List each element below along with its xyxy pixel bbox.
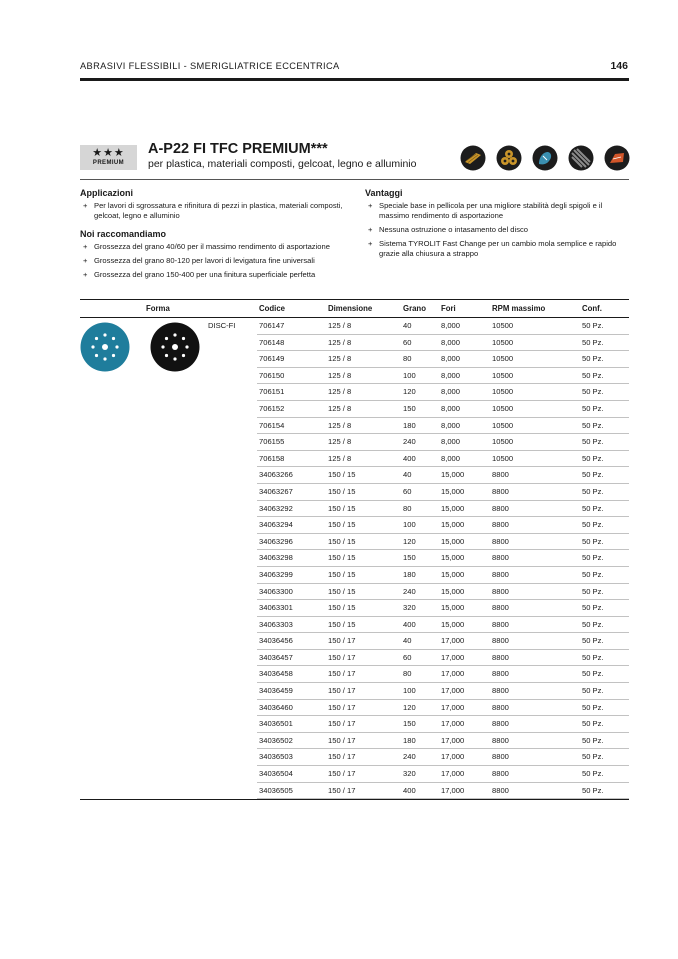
table-row [257, 766, 629, 783]
cell-grain: 400 [403, 453, 416, 463]
cell-pack: 50 Pz. [582, 420, 604, 430]
cell-grain: 180 [403, 735, 416, 745]
cell-pack: 50 Pz. [582, 785, 604, 795]
product-title: A-P22 FI TFC PREMIUM*** [148, 141, 328, 157]
cell-rpm: 8800 [492, 686, 509, 696]
table-row [257, 318, 629, 335]
cell-dimension: 150 / 17 [328, 785, 356, 795]
cell-pack: 50 Pz. [582, 486, 604, 496]
cell-holes: 8,000 [441, 453, 461, 463]
cell-holes: 8,000 [441, 420, 461, 430]
cell-rpm: 10500 [492, 387, 514, 397]
wood-icon [460, 145, 486, 171]
table-row [257, 467, 629, 484]
disc-images [80, 322, 205, 379]
cell-grain: 40 [403, 470, 412, 480]
material-icons [460, 145, 630, 171]
cell-holes: 17,000 [441, 719, 465, 729]
table-row [257, 600, 629, 617]
cell-rpm: 8800 [492, 669, 509, 679]
cell-code: 34063266 [259, 470, 293, 480]
paint-icon [568, 145, 594, 171]
table-row [257, 617, 629, 634]
cell-pack: 50 Pz. [582, 603, 604, 613]
recommendation-item: + Grossezza del grano 150-400 per una finitura superficiale perfetta [83, 270, 316, 279]
cell-holes: 15,000 [441, 619, 465, 629]
cell-code: 34063296 [259, 536, 293, 546]
cell-dimension: 150 / 17 [328, 752, 356, 762]
cell-dimension: 150 / 17 [328, 735, 356, 745]
cell-pack: 50 Pz. [582, 752, 604, 762]
cell-dimension: 125 / 8 [328, 420, 352, 430]
cell-pack: 50 Pz. [582, 553, 604, 563]
table-row [257, 418, 629, 435]
cell-pack: 50 Pz. [582, 503, 604, 513]
cell-code: 706150 [259, 370, 285, 380]
advantages-heading: Vantaggi [365, 188, 403, 198]
header-dimension: Dimensione [328, 304, 373, 313]
cell-rpm: 8800 [492, 769, 509, 779]
cell-rpm: 8800 [492, 520, 509, 530]
cell-holes: 17,000 [441, 652, 465, 662]
cell-dimension: 150 / 15 [328, 603, 356, 613]
cell-holes: 17,000 [441, 702, 465, 712]
cell-grain: 40 [403, 321, 412, 330]
cell-rpm: 8800 [492, 702, 509, 712]
cell-rpm: 8800 [492, 636, 509, 646]
header-forma: Forma [146, 304, 170, 313]
cell-dimension: 150 / 17 [328, 652, 356, 662]
recommendations-heading: Noi raccomandiamo [80, 229, 167, 239]
page-header [80, 60, 628, 74]
cell-holes: 17,000 [441, 752, 465, 762]
cell-rpm: 10500 [492, 437, 514, 447]
table-row [257, 550, 629, 567]
cell-holes: 8,000 [441, 403, 461, 413]
cell-rpm: 8800 [492, 553, 509, 563]
header-divider [80, 78, 629, 81]
cell-pack: 50 Pz. [582, 586, 604, 596]
recommendation-item: + Grossezza del grano 80-120 per lavori di levigatura fine universali [83, 256, 315, 265]
cell-code: 34063267 [259, 486, 293, 496]
cell-code: 34063303 [259, 619, 293, 629]
cell-grain: 100 [403, 370, 416, 380]
cell-dimension: 150 / 17 [328, 686, 356, 696]
cell-code: 34063294 [259, 520, 293, 530]
table-row [257, 534, 629, 551]
table-row [257, 650, 629, 667]
table-bottom-rule [80, 799, 629, 800]
table-row [257, 584, 629, 601]
applications-heading: Applicazioni [80, 188, 134, 198]
cell-dimension: 150 / 15 [328, 619, 356, 629]
table-row [257, 335, 629, 352]
cell-holes: 17,000 [441, 785, 465, 795]
table-header [80, 300, 629, 317]
cell-pack: 50 Pz. [582, 321, 604, 330]
application-item: + Per lavori di sgrossatura e rifinitura di pezzi in plastica, materiali composti, gelcoat, legno e alluminio [83, 201, 343, 220]
cell-dimension: 150 / 15 [328, 486, 356, 496]
cell-grain: 150 [403, 719, 416, 729]
cell-code: 34036460 [259, 702, 293, 712]
cell-grain: 120 [403, 702, 416, 712]
cell-pack: 50 Pz. [582, 569, 604, 579]
cell-rpm: 8800 [492, 752, 509, 762]
cell-pack: 50 Pz. [582, 652, 604, 662]
cell-grain: 120 [403, 387, 416, 397]
cell-dimension: 150 / 15 [328, 503, 356, 513]
cell-holes: 17,000 [441, 735, 465, 745]
plastic-icon [604, 145, 630, 171]
cell-pack: 50 Pz. [582, 387, 604, 397]
cell-holes: 15,000 [441, 470, 465, 480]
table-row [257, 716, 629, 733]
cell-dimension: 150 / 15 [328, 536, 356, 546]
title-divider [80, 179, 629, 180]
cell-code: 706149 [259, 354, 285, 364]
cell-dimension: 125 / 8 [328, 370, 352, 380]
cell-holes: 15,000 [441, 520, 465, 530]
table-row [257, 749, 629, 766]
cell-rpm: 10500 [492, 420, 514, 430]
black-disc-image [151, 323, 200, 372]
cell-rpm: 8800 [492, 785, 509, 795]
cell-code: 34036505 [259, 785, 293, 795]
table-row [257, 484, 629, 501]
cell-grain: 60 [403, 652, 412, 662]
cell-pack: 50 Pz. [582, 403, 604, 413]
cell-grain: 240 [403, 752, 416, 762]
cell-pack: 50 Pz. [582, 636, 604, 646]
composite-icon [496, 145, 522, 171]
cell-dimension: 150 / 15 [328, 586, 356, 596]
cell-dimension: 150 / 17 [328, 769, 356, 779]
cell-rpm: 10500 [492, 354, 514, 364]
cell-rpm: 10500 [492, 321, 514, 330]
cell-rpm: 8800 [492, 470, 509, 480]
cell-holes: 8,000 [441, 321, 461, 330]
form-label: DISC-FI [208, 321, 236, 330]
cell-code: 34036502 [259, 735, 293, 745]
cell-holes: 17,000 [441, 769, 465, 779]
cell-code: 706155 [259, 437, 285, 447]
cell-holes: 8,000 [441, 370, 461, 380]
right-info-column [365, 188, 629, 263]
cell-rpm: 10500 [492, 403, 514, 413]
cell-pack: 50 Pz. [582, 735, 604, 745]
header-holes: Fori [441, 304, 456, 313]
blue-disc-image [81, 323, 130, 372]
badge-stars: ★★★ [92, 147, 125, 159]
table-row [257, 501, 629, 518]
cell-dimension: 150 / 15 [328, 553, 356, 563]
cell-grain: 80 [403, 669, 412, 679]
cell-grain: 60 [403, 486, 412, 496]
page-number: 146 [610, 60, 628, 72]
cell-code: 706147 [259, 321, 285, 330]
cell-pack: 50 Pz. [582, 520, 604, 530]
cell-code: 34036457 [259, 652, 293, 662]
cell-grain: 400 [403, 785, 416, 795]
cell-holes: 17,000 [441, 669, 465, 679]
cell-code: 706151 [259, 387, 285, 397]
header-code: Codice [259, 304, 285, 313]
advantage-item: + Nessuna ostruzione o intasamento del disco [368, 225, 529, 234]
cell-holes: 8,000 [441, 437, 461, 447]
cell-grain: 100 [403, 686, 416, 696]
cell-rpm: 8800 [492, 536, 509, 546]
cell-dimension: 125 / 8 [328, 354, 352, 364]
cell-holes: 15,000 [441, 536, 465, 546]
cell-rpm: 8800 [492, 719, 509, 729]
cell-dimension: 150 / 17 [328, 702, 356, 712]
cell-pack: 50 Pz. [582, 769, 604, 779]
cell-rpm: 8800 [492, 652, 509, 662]
header-rpm: RPM massimo [492, 304, 546, 313]
cell-pack: 50 Pz. [582, 453, 604, 463]
cell-pack: 50 Pz. [582, 719, 604, 729]
table-row [257, 783, 629, 800]
cell-code: 706152 [259, 403, 285, 413]
cell-code: 706158 [259, 453, 285, 463]
cell-dimension: 125 / 8 [328, 403, 352, 413]
cell-code: 34063299 [259, 569, 293, 579]
cell-code: 34036504 [259, 769, 293, 779]
cell-rpm: 8800 [492, 486, 509, 496]
cell-pack: 50 Pz. [582, 686, 604, 696]
table-row [257, 434, 629, 451]
table-row [257, 733, 629, 750]
cell-rpm: 10500 [492, 453, 514, 463]
cell-grain: 180 [403, 420, 416, 430]
cell-rpm: 10500 [492, 370, 514, 380]
cell-pack: 50 Pz. [582, 702, 604, 712]
cell-pack: 50 Pz. [582, 437, 604, 447]
table-row [257, 351, 629, 368]
cell-dimension: 150 / 17 [328, 669, 356, 679]
cell-dimension: 125 / 8 [328, 337, 352, 347]
advantage-item: + Speciale base in pellicola per una migliore stabilità degli spigoli e il massimo rendimento di asportazione [368, 201, 603, 220]
cell-code: 706154 [259, 420, 285, 430]
cell-holes: 8,000 [441, 354, 461, 364]
table-row [257, 700, 629, 717]
cell-grain: 40 [403, 636, 412, 646]
cell-code: 34063298 [259, 553, 293, 563]
header-pack: Conf. [582, 304, 602, 313]
table-row [257, 517, 629, 534]
advantage-item: + Sistema TYROLIT Fast Change per un cambio mola semplice e rapido grazie alla chiusura a strappo [368, 239, 617, 258]
cell-holes: 15,000 [441, 553, 465, 563]
table-row [257, 368, 629, 385]
cell-pack: 50 Pz. [582, 669, 604, 679]
cell-rpm: 8800 [492, 735, 509, 745]
cell-holes: 15,000 [441, 503, 465, 513]
cell-grain: 400 [403, 619, 416, 629]
cell-grain: 120 [403, 536, 416, 546]
table-row [257, 567, 629, 584]
cell-code: 34036458 [259, 669, 293, 679]
cell-rpm: 8800 [492, 586, 509, 596]
cell-code: 706148 [259, 337, 285, 347]
table-row [257, 401, 629, 418]
cell-grain: 320 [403, 769, 416, 779]
cell-holes: 8,000 [441, 387, 461, 397]
table-row [257, 633, 629, 650]
cell-grain: 150 [403, 553, 416, 563]
table-body [257, 318, 629, 799]
cell-dimension: 150 / 15 [328, 569, 356, 579]
cell-grain: 180 [403, 569, 416, 579]
cell-dimension: 125 / 8 [328, 453, 352, 463]
cell-pack: 50 Pz. [582, 354, 604, 364]
cell-dimension: 125 / 8 [328, 437, 352, 447]
cell-pack: 50 Pz. [582, 370, 604, 380]
left-info-column [80, 188, 365, 284]
recommendation-item: + Grossezza del grano 40/60 per il massimo rendimento di asportazione [83, 242, 330, 251]
cell-pack: 50 Pz. [582, 470, 604, 480]
gelcoat-icon [532, 145, 558, 171]
cell-grain: 150 [403, 403, 416, 413]
cell-grain: 80 [403, 503, 412, 513]
cell-rpm: 8800 [492, 503, 509, 513]
product-subtitle: per plastica, materiali composti, gelcoat, legno e alluminio [148, 158, 417, 170]
cell-dimension: 150 / 15 [328, 520, 356, 530]
badge-label: PREMIUM [92, 160, 125, 166]
cell-pack: 50 Pz. [582, 536, 604, 546]
cell-code: 34063300 [259, 586, 293, 596]
cell-rpm: 8800 [492, 619, 509, 629]
cell-rpm: 10500 [492, 337, 514, 347]
cell-grain: 240 [403, 437, 416, 447]
cell-code: 34063301 [259, 603, 293, 613]
cell-grain: 320 [403, 603, 416, 613]
cell-pack: 50 Pz. [582, 619, 604, 629]
table-row [257, 451, 629, 468]
cell-code: 34036459 [259, 686, 293, 696]
cell-holes: 15,000 [441, 486, 465, 496]
cell-dimension: 125 / 8 [328, 321, 352, 330]
cell-grain: 240 [403, 586, 416, 596]
cell-holes: 17,000 [441, 636, 465, 646]
cell-dimension: 150 / 17 [328, 719, 356, 729]
cell-rpm: 8800 [492, 603, 509, 613]
cell-code: 34063292 [259, 503, 293, 513]
table-row [257, 666, 629, 683]
cell-holes: 15,000 [441, 569, 465, 579]
cell-pack: 50 Pz. [582, 337, 604, 347]
cell-grain: 80 [403, 354, 412, 364]
cell-dimension: 150 / 15 [328, 470, 356, 480]
premium-badge [80, 145, 137, 170]
cell-holes: 8,000 [441, 337, 461, 347]
cell-dimension: 125 / 8 [328, 387, 352, 397]
cell-rpm: 8800 [492, 569, 509, 579]
cell-holes: 15,000 [441, 586, 465, 596]
table-row [257, 384, 629, 401]
cell-grain: 100 [403, 520, 416, 530]
cell-code: 34036501 [259, 719, 293, 729]
cell-code: 34036456 [259, 636, 293, 646]
cell-code: 34036503 [259, 752, 293, 762]
cell-holes: 17,000 [441, 686, 465, 696]
header-grain: Grano [403, 304, 426, 313]
section-title: ABRASIVI FLESSIBILI - SMERIGLIATRICE ECCENTRICA [80, 61, 340, 71]
cell-dimension: 150 / 17 [328, 636, 356, 646]
cell-grain: 60 [403, 337, 412, 347]
table-row [257, 683, 629, 700]
cell-holes: 15,000 [441, 603, 465, 613]
